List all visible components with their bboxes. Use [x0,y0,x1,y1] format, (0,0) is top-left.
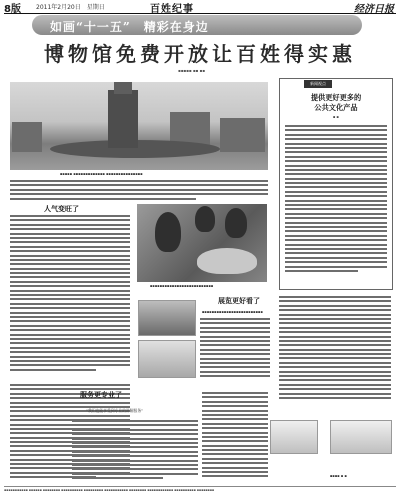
text-line [72,438,198,440]
text-line [72,451,198,453]
text-line [10,219,130,221]
text-line [279,393,391,395]
photo-building [12,122,42,152]
text-line [285,151,387,153]
text-line [10,364,130,366]
text-line [285,208,387,210]
exhibitions-kicker: ▪▪▪▪▪▪▪▪▪▪▪▪▪▪▪▪▪▪▪▪▪▪▪▪▪ [202,310,263,314]
text-line [285,244,387,246]
text-line [200,366,270,368]
text-line [202,453,268,455]
issue-date: 2011年2月20日 星期日 [36,4,105,11]
text-line [285,266,387,268]
visitors-caption: ▪▪▪▪▪▪▪▪▪▪▪▪▪▪▪▪▪▪▪▪▪▪▪▪▪▪ [150,284,214,288]
text-line [285,173,387,175]
text-line [279,331,391,333]
text-line [200,371,270,373]
text-line [285,160,387,162]
text-line [10,281,130,283]
photo-person [155,212,181,252]
text-line [200,349,270,351]
text-line [10,334,130,336]
text-line [10,193,268,195]
text-line [200,318,270,320]
commentary-tag: 新闻视点 [304,80,332,88]
photo-building [220,118,265,152]
photo-caption: ▪▪▪▪▪ ▪▪▪▪▪▪▪▪▪▪▪▪▪ ▪▪▪▪▪▪▪▪▪▪▪▪▪▪▪ [60,172,143,176]
text-line [279,353,391,355]
page-header [0,0,400,14]
text-line [10,320,130,322]
text-line [202,475,268,477]
text-line [285,195,387,197]
text-line [10,402,130,404]
text-line [10,347,130,349]
text-line [10,360,130,362]
text-line [10,303,130,305]
text-line [279,349,391,351]
theme-banner [32,15,362,35]
text-line [72,455,198,457]
text-line [279,318,391,320]
text-line [10,263,130,265]
text-line [285,235,387,237]
text-line [202,432,268,434]
visitors-photo [137,204,267,282]
text-line [202,427,268,429]
text-line [285,186,387,188]
text-line [279,327,391,329]
text-line [285,217,387,219]
text-line [10,342,130,344]
text-line [279,384,391,386]
text-line [10,415,130,417]
text-line [10,338,130,340]
text-line [200,340,270,342]
commentary-box [279,78,393,290]
text-line [202,440,268,442]
text-line [10,255,130,257]
exhibit-photo [138,300,196,336]
page-footer: ▪▪▪▪▪▪▪▪▪▪▪ ▪▪▪▪▪▪ ▪▪▪▪▪▪▪▪ ▪▪▪▪▪▪▪▪▪▪ ▪▪▪▪▪▪▪▪▪ ▪▪▪▪▪▪▪▪▪▪▪ ▪▪▪▪▪▪▪▪ ▪▪▪▪▪▪▪▪▪▪▪▪ ▪▪▪▪▪▪▪▪▪▪ ▪▪▪▪▪▪▪▪ [4,488,215,492]
text-line [200,327,270,329]
text-line [285,200,387,202]
photo-tower-top [114,82,132,94]
text-line [279,336,391,338]
text-line [285,165,387,167]
text-line [279,357,391,359]
text-line [72,424,198,426]
banner-text: 如画“十一五” 精彩在身边 [50,20,209,34]
text-line [202,392,268,394]
text-line [10,298,130,300]
text-line [285,248,387,250]
text-line [202,467,268,469]
headline: 博物馆免费开放让百姓得实惠 [44,42,356,66]
text-line [10,294,130,296]
photo-table [197,248,257,274]
text-line [279,388,391,390]
text-line [10,268,130,270]
text-line [10,180,268,182]
text-line [200,331,270,333]
text-line [200,362,270,364]
article-intro [10,180,268,202]
text-line [285,125,387,127]
text-line [285,178,387,180]
exhibit-photo [138,340,196,378]
text-line [285,169,387,171]
text-line [279,397,391,399]
service-kicker: “我们也能享受到专业的讲解服务” [86,408,144,413]
text-line [285,134,387,136]
text-line [72,468,198,470]
commentary-text [285,125,387,274]
text-line [10,384,130,386]
commentary-title [280,93,392,113]
text-line [10,329,130,331]
commentary-title-line2: 公共文化产品 [314,103,358,112]
text-line [279,296,391,298]
editor-credit: ▪▪▪▪ ▪ ▪ [330,474,347,478]
text-line [72,464,198,466]
text-line [10,198,196,200]
text-line [279,379,391,381]
text-line [202,471,268,473]
text-line [10,325,130,327]
text-line [279,305,391,307]
text-line [285,222,387,224]
text-line [200,353,270,355]
text-line [10,351,130,353]
text-line [279,300,391,302]
text-line [202,405,268,407]
text-line [285,143,387,145]
text-line [202,410,268,412]
text-line [10,369,96,371]
paper-name: 经济日报 [354,4,394,15]
text-line [279,362,391,364]
text-line [279,340,391,342]
header-rule [4,13,396,14]
text-line [72,442,198,444]
text-line [10,272,130,274]
text-line [10,189,268,191]
text-line [279,322,391,324]
text-line [202,396,268,398]
text-line [72,446,198,448]
text-line [202,458,268,460]
page-number: 8版 [4,4,21,15]
text-line [285,239,387,241]
text-line [285,257,387,259]
text-line [10,233,130,235]
text-line [285,204,387,206]
text-line [10,241,130,243]
text-line [202,423,268,425]
text-line [10,224,130,226]
text-line [72,473,198,475]
text-line [285,182,387,184]
subhead-popularity: 人气变旺了 [44,205,79,213]
text-line [285,147,387,149]
text-line [285,156,387,158]
text-line [72,477,163,479]
text-line [72,429,198,431]
text-line [10,237,130,239]
text-line [202,418,268,420]
text-line [10,215,130,217]
text-line [285,138,387,140]
commentary-author: ▪ ▪ [332,115,339,119]
text-line [279,344,391,346]
text-line [200,344,270,346]
text-line [10,246,130,248]
text-line [202,445,268,447]
text-line [10,250,130,252]
byline: ▪▪▪▪▪ ▪▪ ▪▪ [178,68,205,73]
exhibitions-text-col2 [279,296,391,401]
text-line [285,191,387,193]
text-line [10,276,130,278]
bottom-text-col3 [202,392,268,480]
text-line [10,228,130,230]
photo-tower [108,90,138,148]
text-line [285,261,387,263]
text-line [285,213,387,215]
text-line [202,462,268,464]
text-line [285,270,358,272]
popularity-text [10,215,130,373]
photo-person [225,208,247,238]
text-line [72,433,198,435]
text-line [285,226,387,228]
footer-rule [4,486,396,487]
photo-person [195,206,215,232]
text-line [10,290,130,292]
bottom-photo [270,420,318,454]
text-line [285,230,387,232]
text-line [202,414,268,416]
bottom-text-col2 [72,420,198,481]
text-line [202,449,268,451]
text-line [279,309,391,311]
subhead-exhibitions: 展览更好看了 [218,297,260,305]
text-line [200,375,270,377]
exhibitions-text-col1 [200,318,270,379]
commentary-title-line1: 提供更好更多的 [310,93,362,102]
text-line [279,371,391,373]
text-line [200,358,270,360]
text-line [202,401,268,403]
text-line [10,184,268,186]
section-title: 百姓纪事 [150,4,194,15]
text-line [10,316,130,318]
text-line [200,336,270,338]
bottom-photo [330,420,392,454]
text-line [279,366,391,368]
text-line [285,129,387,131]
text-line [72,460,198,462]
text-line [285,252,387,254]
subhead-service: 服务更专业了 [80,391,122,399]
text-line [279,375,391,377]
text-line [10,259,130,261]
text-line [10,285,130,287]
text-line [10,356,130,358]
text-line [200,322,270,324]
text-line [279,314,391,316]
text-line [72,420,198,422]
text-line [10,312,130,314]
text-line [10,307,130,309]
text-line [202,436,268,438]
museum-photo [10,82,268,170]
